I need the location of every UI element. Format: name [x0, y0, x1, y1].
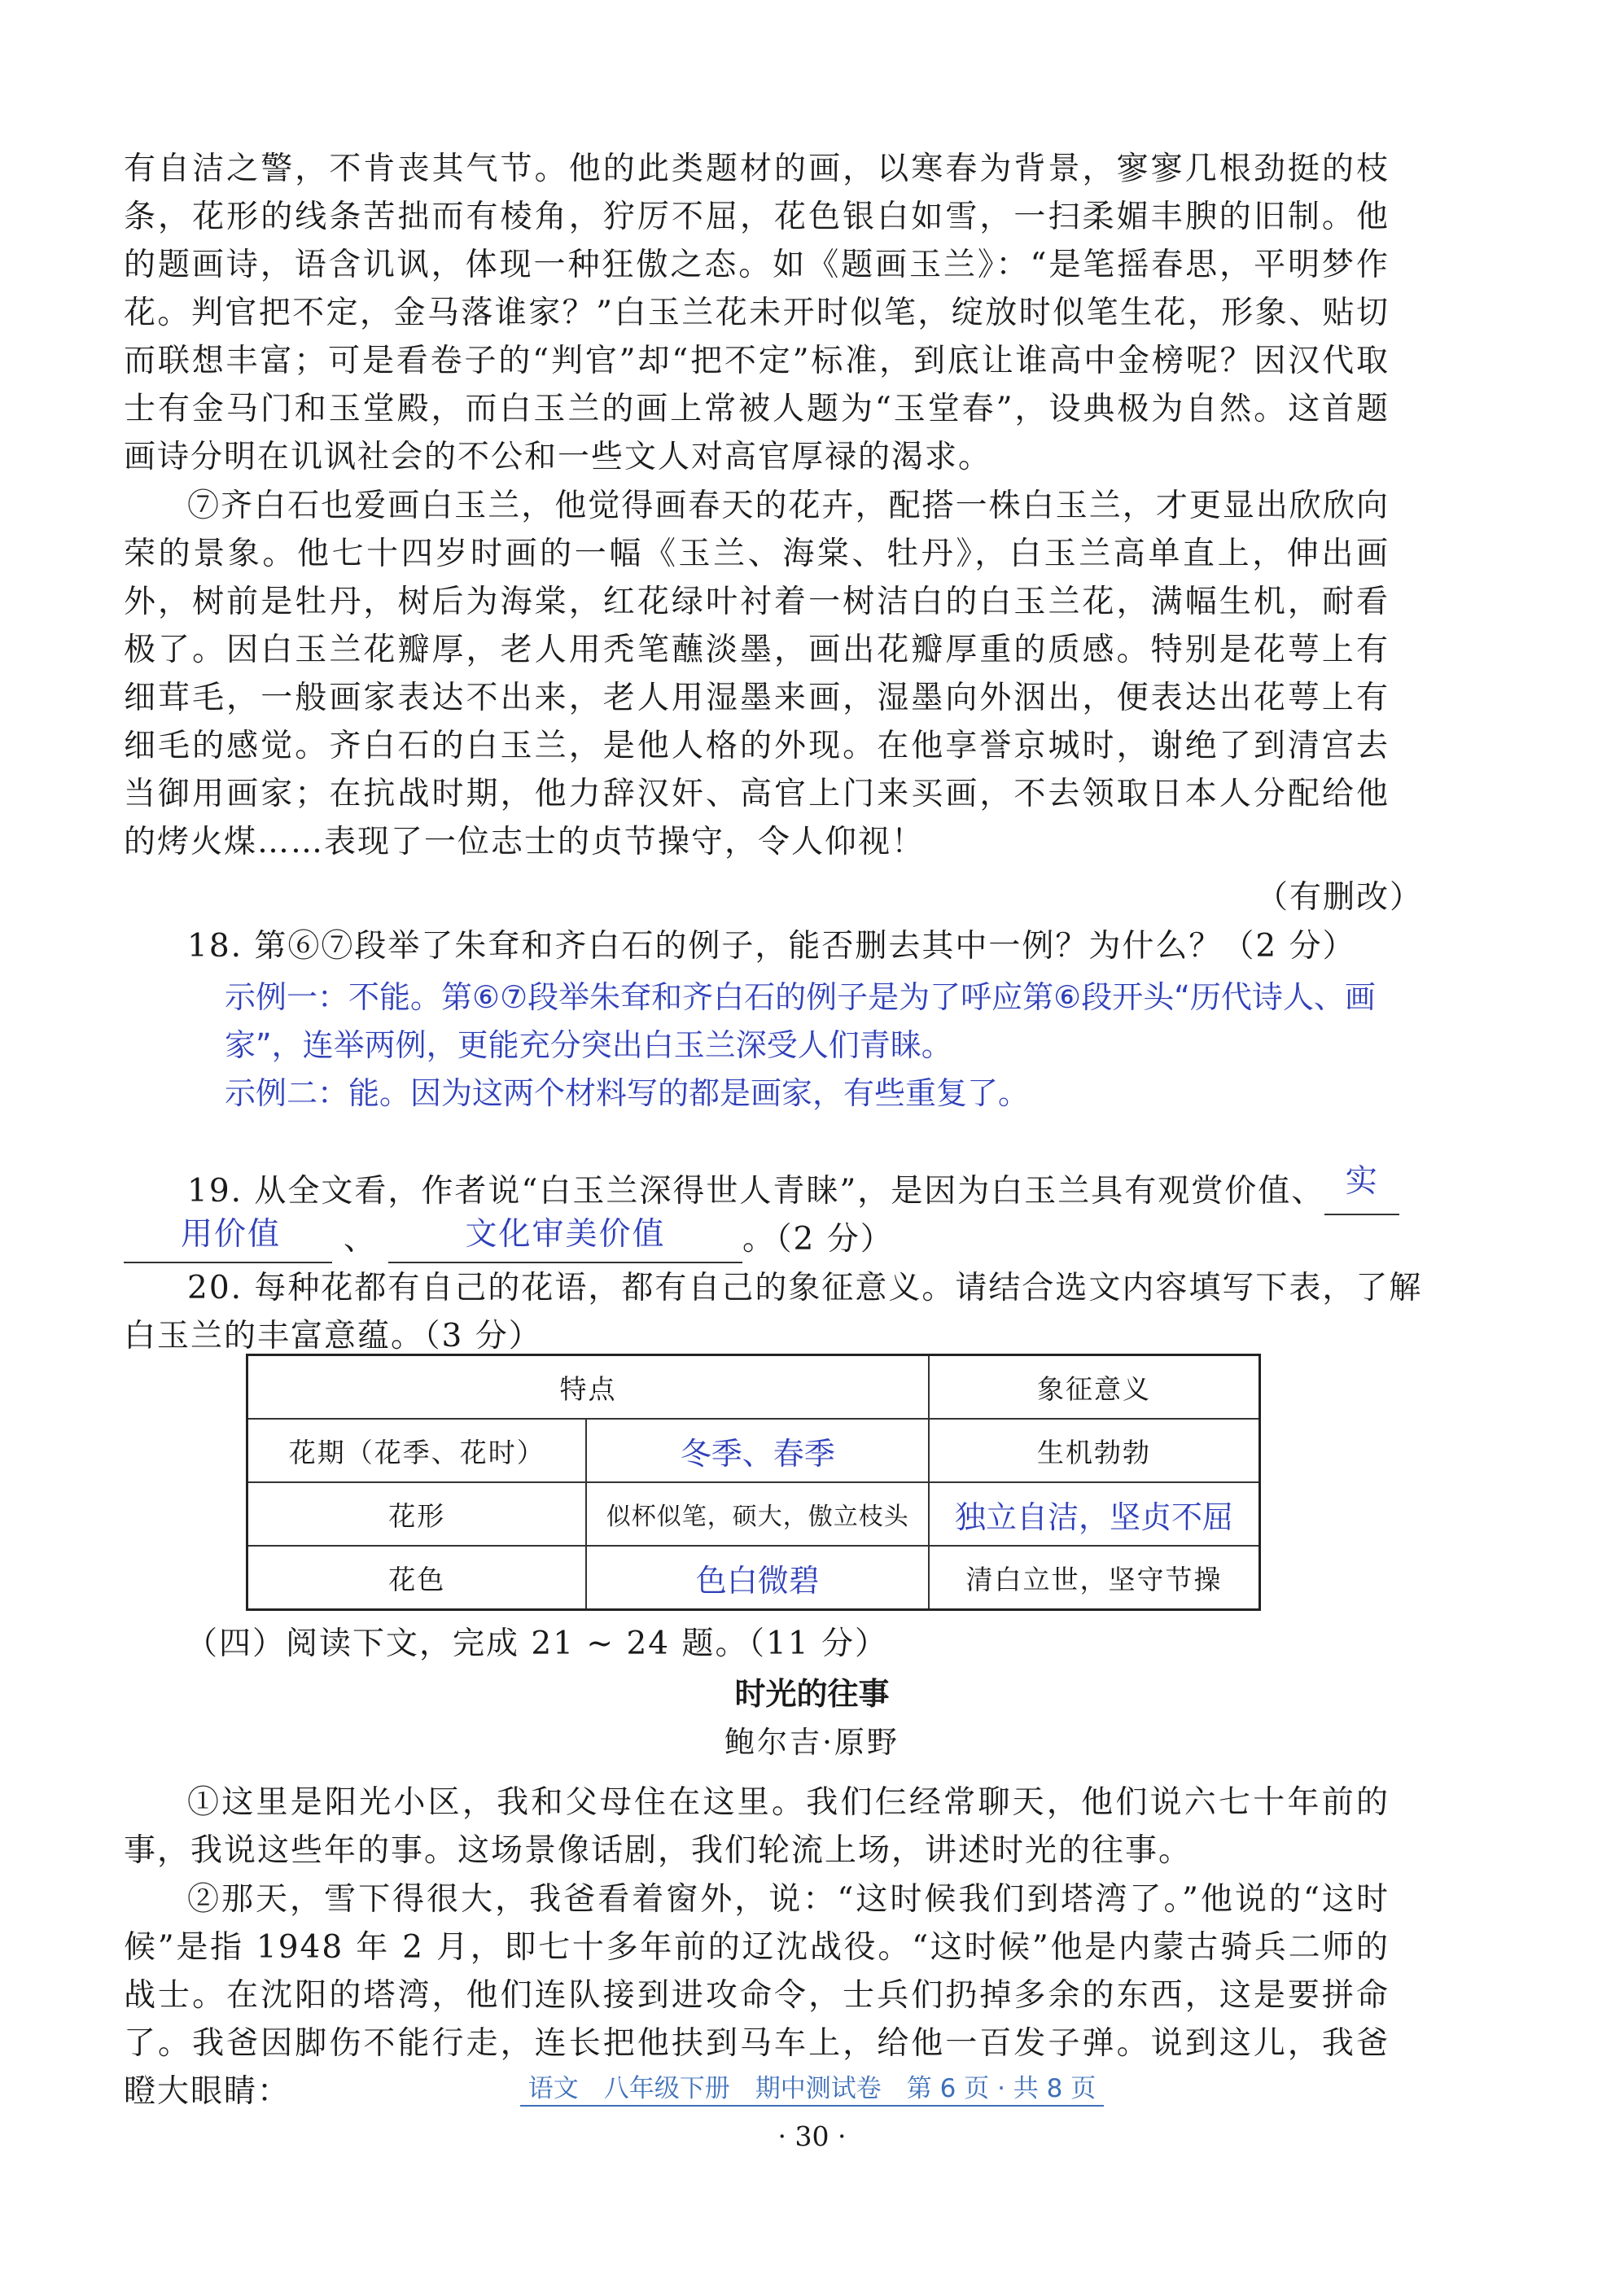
article-paragraph-2: ②那天，雪下得很大，我爸看着窗外，说：“这时候我们到塔湾了。”他说的“这时候”是指 1948 年 2 月，即七十多年前的辽沈战役。“这时候”他是内蒙古骑兵二师的战士。在沈阳的塔湾，他们连队接到进攻命令，士兵们扔掉多余的东西，这是要拼命了。我爸因脚伤不能行走，连长把他扶到马车上，给他一百发子弹。说到这儿，我爸瞪大眼睛：: [124, 1881, 1390, 2110]
table-row-label: 花形: [247, 1482, 587, 1546]
q19-blank-1-answer-part2: 用价值: [181, 1216, 282, 1253]
table-row-feature: 似杯似笔，硕大，傲立枝头: [586, 1482, 929, 1546]
q18-answer-2: 示例二：能。因为这两个材料写的都是画家，有些重复了。: [225, 1075, 1030, 1111]
table-row-label: 花期（花季、花时）: [247, 1419, 587, 1482]
question-20-line-2: 白玉兰的丰富意蕴。（3 分）: [124, 1318, 542, 1354]
q19-blank-1-start: [1324, 1163, 1399, 1215]
article-author: 鲍尔吉·原野: [724, 1725, 900, 1760]
table-row-meaning: 清白立世，坚守节操: [929, 1546, 1260, 1610]
paragraph-6-continued: 有自洁之警，不肯丧其气节。他的此类题材的画，以寒春为背景，寥寥几根劲挺的枝条，花形的线条苦拙而有棱角，狞厉不屈，花色银白如雪，一扫柔媚丰腴的旧制。他的题画诗，语含讥讽，体现一种狂傲之态。如《题画玉兰》：“是笔摇春思，平明梦作花。判官把不定，金马落谁家？”白玉兰花未开时似笔，绽放时似笔生花，形象、贴切而联想丰富；可是看卷子的“判官”却“把不定”标准，到底让谁高中金榜呢？因汉代取士有金马门和玉堂殿，而白玉兰的画上常被人题为“玉堂春”，设典极为自然。这首题画诗分明在讥讽社会的不公和一些文人对高官厚禄的渴求。: [124, 151, 1390, 475]
section-4-heading: （四）阅读下文，完成 21 ~ 24 题。（11 分）: [186, 1626, 889, 1662]
table-row: [247, 1482, 1260, 1546]
article-paragraph-1: ①这里是阳光小区，我和父母住在这里。我们仨经常聊天，他们说六七十年前的事，我说这些年的事。这场景像话剧，我们轮流上场，讲述时光的往事。: [124, 1784, 1390, 1869]
source-note: （有删改）: [1256, 879, 1424, 916]
table-row: [247, 1419, 1260, 1482]
table-row-feature: 冬季、春季: [586, 1419, 929, 1482]
table-header-row: [247, 1355, 1260, 1420]
q19-blank-1-answer-part1: 实: [1345, 1163, 1379, 1200]
page-number: · 30 ·: [777, 2120, 847, 2152]
table-header-meaning: 象征意义: [929, 1355, 1260, 1420]
q18-answer-1-line-1: 示例一：不能。第⑥⑦段举朱耷和齐白石的例子是为了呼应第⑥段开头“历代诗人、画: [225, 979, 1376, 1015]
question-19: [187, 1163, 1399, 1215]
footer-text: 语文 八年级下册 期中测试卷 第 6 页 · 共 8 页: [520, 2074, 1104, 2107]
article-title: 时光的往事: [734, 1676, 890, 1712]
page-footer: [0, 2068, 1624, 2104]
q19-blank-1-end: [124, 1216, 332, 1263]
symbolism-table: [246, 1354, 1261, 1611]
question-19-text: 19. 从全文看，作者说“白玉兰深得世人青睐”，是因为白玉兰具有观赏价值、: [187, 1173, 1325, 1210]
table-row: [247, 1546, 1260, 1610]
table-row-label: 花色: [247, 1546, 587, 1610]
q19-separator: 、: [344, 1221, 378, 1258]
table-header-feature: 特点: [247, 1355, 929, 1420]
table-row-meaning: 生机勃勃: [929, 1419, 1260, 1482]
question-19-line-2: [124, 1215, 894, 1263]
table-row-feature: 色白微碧: [586, 1546, 929, 1610]
q19-score: 。（2 分）: [742, 1221, 894, 1258]
paragraph-7: ⑦齐白石也爱画白玉兰，他觉得画春天的花卉，配搭一株白玉兰，才更显出欣欣向荣的景象。他七十四岁时画的一幅《玉兰、海棠、牡丹》，白玉兰高单直上，伸出画外，树前是牡丹，树后为海棠，红花绿叶衬着一树洁白的白玉兰花，满幅生机，耐看极了。因白玉兰花瓣厚，老人用秃笔蘸淡墨，画出花瓣厚重的质感。特别是花萼上有细茸毛，一般画家表达不出来，老人用湿墨来画，湿墨向外洇出，便表达出花萼上有细毛的感觉。齐白石的白玉兰，是他人格的外现。在他享誉京城时，谢绝了到清宫去当御用画家；在抗战时期，他力辞汉奸、高官上门来买画，不去领取日本人分配给他的烤火煤……表现了一位志士的贞节操守，令人仰视！: [124, 488, 1390, 860]
table-row-meaning: 独立自洁，坚贞不屈: [929, 1482, 1260, 1546]
q18-answer-1-line-2: 家”，连举两例，更能充分突出白玉兰深受人们青睐。: [225, 1027, 952, 1063]
question-18: 18. 第⑥⑦段举了朱耷和齐白石的例子，能否删去其中一例？为什么？（2 分）: [187, 928, 1356, 965]
question-20-line-1: 20. 每种花都有自己的花语，都有自己的象征意义。请结合选文内容填写下表，了解: [187, 1270, 1423, 1306]
q19-blank-2: [388, 1216, 742, 1263]
q19-blank-2-answer: 文化审美价值: [465, 1216, 666, 1253]
